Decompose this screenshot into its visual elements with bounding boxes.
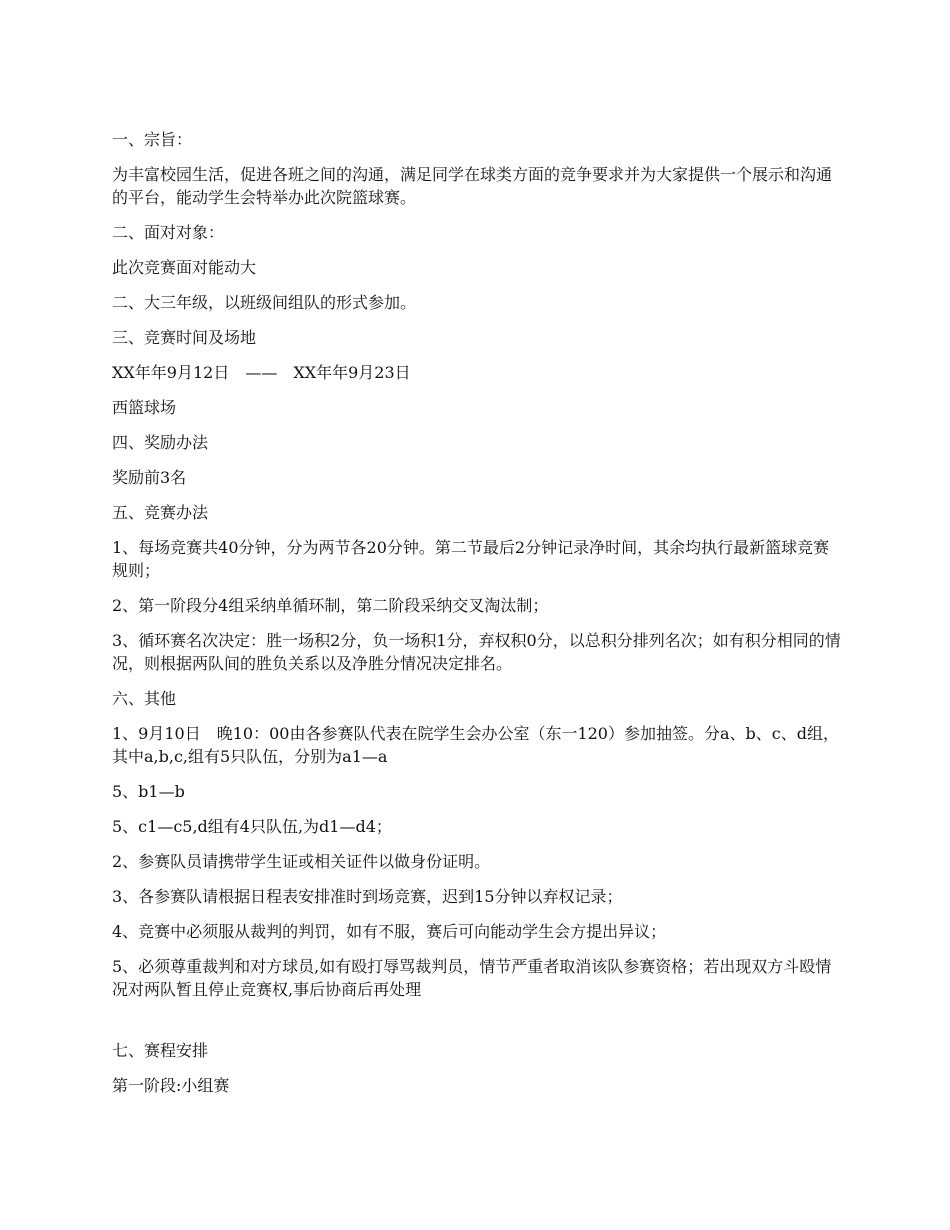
other-item-5: 5、必须尊重裁判和对方球员,如有殴打辱骂裁判员，情节严重者取消该队参赛资格；若出现双方斗殴情况对两队暂且停止竞赛权,事后协商后再处理	[112, 957, 832, 999]
heading-other: 六、其他	[112, 689, 177, 708]
heading-time-venue: 三、竞赛时间及场地	[112, 328, 257, 347]
audience-text-line2: 二、大三年级，以班级间组队的形式参加。	[112, 293, 417, 312]
heading-rules: 五、竞赛办法	[112, 503, 209, 522]
heading-purpose: 一、宗旨：	[112, 130, 193, 149]
venue: 西篮球场	[112, 398, 177, 417]
other-item-2: 2、参赛队员请携带学生证或相关证件以做身份证明。	[112, 852, 491, 871]
heading-awards: 四、奖励办法	[112, 433, 209, 452]
other-item-1-cont-c: 5、c1—c5,d组有4只队伍,为d1—d4；	[112, 817, 392, 836]
heading-schedule: 七、赛程安排	[112, 1041, 209, 1060]
other-item-3: 3、各参赛队请根据日程表安排准时到场竞赛，迟到15分钟以弃权记录；	[112, 887, 623, 906]
date-range: XX年年9月12日 —— XX年年9月23日	[112, 363, 411, 382]
other-item-1: 1、9月10日 晚10：00由各参赛队代表在院学生会办公室（东一120）参加抽签。分a、b、c、d组，其中a,b,c,组有5只队伍，分别为a1—a	[112, 724, 839, 766]
rule-item-2: 2、第一阶段分4组采纳单循环制，第二阶段采纳交叉淘汰制；	[112, 596, 549, 615]
other-item-1-cont-b: 5、b1—b	[112, 782, 185, 801]
purpose-text: 为丰富校园生活，促进各班之间的沟通，满足同学在球类方面的竞争要求并为大家提供一个展示和沟通的平台，能动学生会特举办此次院篮球赛。	[112, 165, 833, 207]
other-item-4: 4、竞赛中必须服从裁判的判罚，如有不服，赛后可向能动学生会方提出异议；	[112, 922, 667, 941]
schedule-stage-1: 第一阶段:小组赛	[112, 1076, 230, 1095]
rule-item-1: 1、每场竞赛共40分钟，分为两节各20分钟。第二节最后2分钟记录净时间，其余均执行最新篮球竞赛规则；	[112, 538, 830, 580]
heading-audience: 二、面对对象：	[112, 223, 225, 242]
awards-text: 奖励前3名	[112, 468, 187, 487]
document-body	[112, 128, 842, 1109]
audience-text-line1: 此次竞赛面对能动大	[112, 258, 257, 277]
rule-item-3: 3、循环赛名次决定：胜一场积2分，负一场积1分，弃权积0分，以总积分排列名次；如有积分相同的情况，则根据两队间的胜负关系以及净胜分情况决定排名。	[112, 631, 841, 673]
